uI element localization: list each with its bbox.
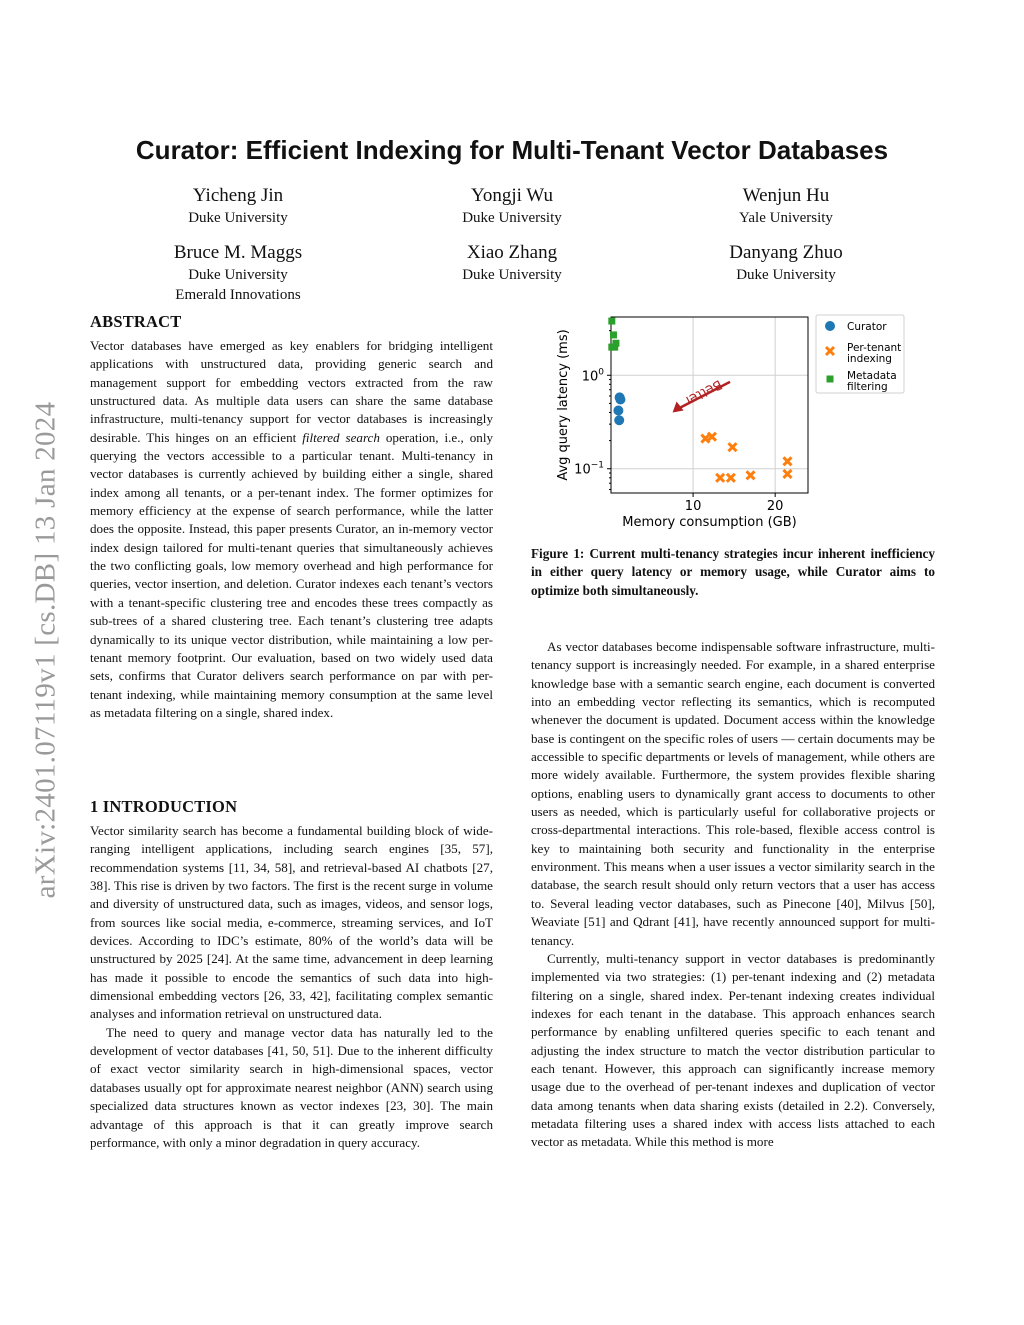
author-affiliation-secondary: Emerald Innovations <box>175 287 301 303</box>
y-tick-label: $10^{-1}$ <box>574 460 604 478</box>
arxiv-identifier-sidebar <box>28 360 64 940</box>
per-tenant-point <box>716 474 724 482</box>
plot-frame <box>611 317 808 493</box>
author-name: Bruce M. Maggs <box>173 242 303 263</box>
legend-marker-metadata <box>827 376 834 383</box>
abstract-heading: ABSTRACT <box>90 312 182 331</box>
author-block <box>666 184 906 228</box>
introduction-heading: 1 INTRODUCTION <box>90 797 238 816</box>
metadata-filtering-point <box>608 318 615 325</box>
author-affiliation: Duke University <box>188 267 288 283</box>
author-affiliation: Duke University <box>188 210 288 226</box>
author-affiliation: Yale University <box>739 210 833 226</box>
introduction-body <box>90 822 493 1152</box>
abstract-emphasis: filtered search <box>302 429 380 445</box>
x-tick-label: 10 <box>684 499 702 514</box>
abstract-body <box>90 337 493 722</box>
abstract-text: Vector databases have emerged as key enablers for bridging intelligent applications with unstructured data, providing generic search and management support for embedding vectors extracted from the raw unstructured data. As multiple data users can share the same database infrastructure, multi-tenancy support for vector databases is increasingly desirable. This hinges on an efficient <box>90 338 493 445</box>
figure-1 <box>553 310 913 532</box>
author-block <box>118 184 358 228</box>
paragraph: Vector similarity search has become a fundamental building block of wide-ranging intelligent applications, including search engines [35, 57], recommendation systems [11, 34, 58], and retrieval-based AI chatbots [27, 38]. This rise is driven by two factors. The first is the recent surge in volume and diversity of unstructured data, such as images, videos, and sensor logs, from sources like social media, e-commerce, streaming services, and IoT devices. According to IDC’s estimate, 80% of the world’s data will be unstructured by 2025 [24]. At the same time, advancement in deep learning has made it possible to encode the semantics of such data into high-dimensional embedding vectors [26, 33, 42], facilitating complex semantic analyses and information retrieval on unstructured data. <box>90 823 493 1022</box>
per-tenant-point <box>727 474 735 482</box>
paragraph: As vector databases become indispensable software infrastructure, multi-tenancy support is increasingly needed. For example, in a shared enterprise knowledge base with a semantic search engine, each document is converted into an embedding vector reflecting its semantics, which is recomputed whenever the document is updated. Document access within the knowledge base is contingent on the specific roles of users — certain documents may be accessible to specific departments or levels of management, while others are more widely available. Furthermore, the system provides flexible sharing options, enabling users to dynamically grant access to documents to other users as needed, which is particularly useful for collaborative projects or cross-departmental interactions. This role-based, flexible access control is key to maintaining both security and functionality in the enterprise environment. This means when a user issues a vector similarity search in the database, the search result should only return vectors that a user has access to. Several leading vector databases, such as Pinecone [40], Milvus [50], Weaviate [51] and Qdrant [41], have recently announced support for multi-tenancy. <box>531 639 935 948</box>
scatter-chart <box>553 310 913 532</box>
per-tenant-point <box>783 470 791 478</box>
legend-marker-curator <box>825 321 835 331</box>
author-name: Danyang Zhuo <box>729 242 843 263</box>
author-block <box>118 241 358 305</box>
author-affiliation: Duke University <box>462 210 562 226</box>
author-block <box>392 241 632 285</box>
curator-point <box>615 395 625 405</box>
curator-point <box>613 405 623 415</box>
better-annotation: Better <box>681 376 725 409</box>
per-tenant-point <box>783 457 791 465</box>
author-name: Wenjun Hu <box>742 185 830 206</box>
author-name: Xiao Zhang <box>466 242 558 263</box>
metadata-filtering-point <box>610 331 617 338</box>
legend-label: Curator <box>847 321 887 333</box>
paper-title: Curator: Efficient Indexing for Multi-Tenant Vector Databases <box>135 135 889 165</box>
per-tenant-point <box>747 471 755 479</box>
arxiv-identifier: arXiv:2401.07119v1 [cs.DB] 13 Jan 2024 <box>29 401 62 899</box>
figure-caption: Figure 1: Current multi-tenancy strategies incur inherent inefficiency in either query latency or memory usage, while Curator aims to optimize both simultaneously. <box>531 546 935 598</box>
right-column-body <box>531 638 935 1152</box>
x-tick-label: 20 <box>766 499 784 514</box>
author-block <box>666 241 906 285</box>
legend-label: Metadata filtering <box>847 370 897 393</box>
curator-point <box>614 415 624 425</box>
metadata-filtering-point <box>611 344 618 351</box>
x-axis-label: Memory consumption (GB) <box>622 515 797 530</box>
abstract-text: operation, i.e., only querying the vectors accessible to a particular tenant. Multi-tenancy in vector databases is currently achieved by building either a single, shared index among all tenants, or a per-tenant index. The former optimizes for memory efficiency at the expense of search performance, while the latter does the opposite. Instead, this paper presents Curator, an in-memory vector index design tailored for multi-tenant queries that simultaneously achieves the two conflicting goals, low memory overhead and high performance for queries, vector insertion, and deletion. Curator indexes each tenant’s vectors with a tenant-specific clustering tree and encodes these trees compactly as sub-trees of a shared clustering tree. Each tenant’s clustering tree adapts dynamically to its unique vector distribution, while maintaining a low per-tenant memory footprint. Our evaluation, based on two widely used data sets, confirms that Curator delivers search performance on par with per-tenant indexing, while maintaining memory consumption at the same level as metadata filtering on a single, shared index. <box>90 429 494 720</box>
author-name: Yongji Wu <box>471 185 553 206</box>
author-affiliation: Duke University <box>462 267 562 283</box>
y-axis-label: Avg query latency (ms) <box>556 329 571 481</box>
author-affiliation: Duke University <box>736 267 836 283</box>
author-name: Yicheng Jin <box>192 185 284 206</box>
per-tenant-point <box>728 443 736 451</box>
y-tick-label: $10^0$ <box>581 367 604 385</box>
author-block <box>392 184 632 228</box>
paragraph: The need to query and manage vector data has naturally led to the development of vector databases [41, 50, 51]. Due to the inherent difficulty of exact vector similarity search in high-dimensional spaces, vector databases usually opt for approximate nearest neighbor (ANN) search using specialized data structures known as vector indexes [23, 30]. The main advantage of this approach is that it can greatly improve search performance, with only a minor degradation in query accuracy. <box>90 1024 493 1150</box>
paragraph: Currently, multi-tenancy support in vector databases is predominantly implemented via two strategies: (1) per-tenant indexing and (2) metadata filtering on a single, shared index. Per-tenant indexing creates individual indexes for each tenant in the database. This approach enhances search performance by enabling unfiltered queries specific to each tenant and adjusting the index structure to match the vector distribution particular to each tenant. However, this approach can significantly increase memory usage due to the overhead of per-tenant indexes and duplication of vector data among tenants when data sharing exists (detailed in 2.2). Conversely, metadata filtering uses a shared index with access lists attached to each vector as metadata. While this method is more <box>531 950 935 1150</box>
legend-label: Per-tenant indexing <box>847 342 902 365</box>
